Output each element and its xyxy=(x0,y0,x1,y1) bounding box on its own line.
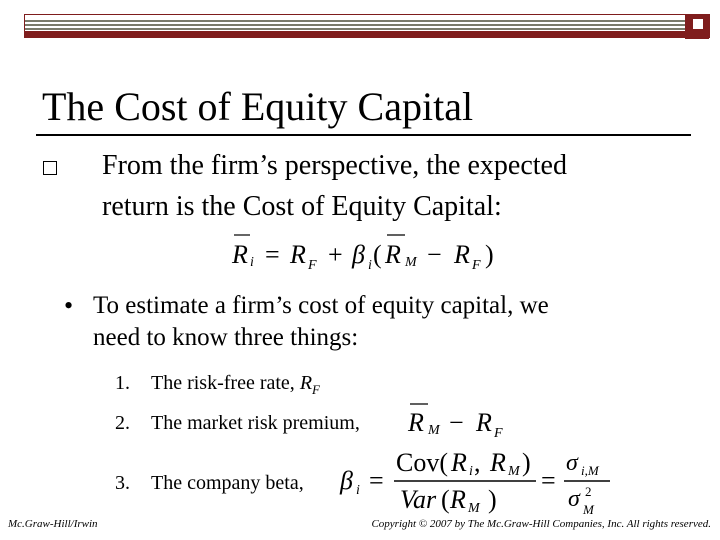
list-item-market-risk-premium xyxy=(115,410,360,436)
plus-sign: + xyxy=(328,240,343,269)
r-i-symbol: R xyxy=(232,240,248,269)
r-f-symbol: R xyxy=(454,240,470,269)
header-stripe xyxy=(25,28,709,30)
footer-publisher: Mc.Graw-Hill/Irwin xyxy=(8,518,98,530)
item-text: The market risk premium, xyxy=(151,412,360,434)
bullet-estimate-cost xyxy=(93,290,693,354)
bullet-text-line: return is the Cost of Equity Capital: xyxy=(102,191,502,222)
list-item-company-beta xyxy=(115,470,304,496)
equals-sign: = xyxy=(541,466,556,495)
r-m-symbol: R xyxy=(385,240,401,269)
svg-text:i: i xyxy=(250,255,254,270)
variance-label: Var xyxy=(400,485,437,514)
svg-text:M: M xyxy=(583,502,594,517)
r-f-symbol: R xyxy=(299,372,313,394)
r-f-symbol: R xyxy=(290,240,306,269)
beta-symbol: β xyxy=(352,240,365,269)
title-underline xyxy=(36,134,691,136)
bullet-text-line: need to know three things: xyxy=(93,324,359,351)
svg-text:i: i xyxy=(469,464,473,479)
header-corner-square xyxy=(685,15,709,39)
right-paren: ) xyxy=(485,240,494,269)
bullet-text-line: From the firm’s perspective, the expected xyxy=(102,150,567,181)
svg-text:−: − xyxy=(449,408,464,437)
svg-text:M: M xyxy=(508,464,520,479)
svg-text:): ) xyxy=(488,485,497,514)
svg-text:M: M xyxy=(428,423,440,438)
equals-sign: = xyxy=(265,240,280,269)
capm-equation xyxy=(228,230,508,274)
market-risk-premium-formula xyxy=(406,400,516,440)
item-number: 2. xyxy=(115,412,130,434)
bullet-firm-perspective xyxy=(102,145,702,227)
header-stripe xyxy=(25,24,709,26)
svg-text:,: , xyxy=(474,448,481,477)
header-red-band xyxy=(25,31,709,37)
svg-text:F: F xyxy=(494,426,503,441)
svg-text:i: i xyxy=(368,258,372,273)
sigma-symbol: σ xyxy=(568,486,580,512)
item-number: 3. xyxy=(115,472,130,494)
header-decoration-bar xyxy=(24,14,710,38)
svg-text:F: F xyxy=(308,258,317,273)
bullet-text-line: To estimate a firm’s cost of equity capital, we xyxy=(93,292,549,319)
svg-text:R: R xyxy=(408,408,424,437)
left-paren: ( xyxy=(373,240,382,269)
equals-sign: = xyxy=(369,466,384,495)
svg-text:M: M xyxy=(405,255,417,270)
sigma-symbol: σ xyxy=(566,450,578,476)
svg-text:): ) xyxy=(522,448,531,477)
slide-title: The Cost of Equity Capital xyxy=(42,84,474,129)
svg-text:(: ( xyxy=(441,485,450,514)
svg-text:F: F xyxy=(472,258,481,273)
beta-symbol: β xyxy=(340,466,353,495)
svg-text:2: 2 xyxy=(585,484,592,499)
minus-sign: − xyxy=(427,240,442,269)
footer-copyright: Copyright © 2007 by The Mc.Graw-Hill Companies, Inc. All rights reserved. xyxy=(371,518,711,530)
list-item-risk-free-rate: 1. The risk-free rate, $R_F$ xyxy=(115,372,320,397)
covariance-label: Cov( xyxy=(396,448,448,477)
item-number: 1. xyxy=(115,372,130,394)
svg-text:R: R xyxy=(476,408,492,437)
header-stripe xyxy=(25,20,709,22)
item-text: The risk-free rate, xyxy=(151,372,300,394)
item-text: The company beta, xyxy=(151,472,304,494)
hollow-square-bullet-icon xyxy=(43,161,57,175)
beta-formula xyxy=(338,444,628,520)
svg-text:M: M xyxy=(468,501,480,516)
svg-text:R: R xyxy=(450,485,466,514)
svg-text:i,M: i,M xyxy=(581,463,599,478)
svg-text:R: R xyxy=(451,448,467,477)
bullet-dot-icon: • xyxy=(64,291,74,320)
svg-text:i: i xyxy=(356,483,360,498)
svg-text:R: R xyxy=(490,448,506,477)
